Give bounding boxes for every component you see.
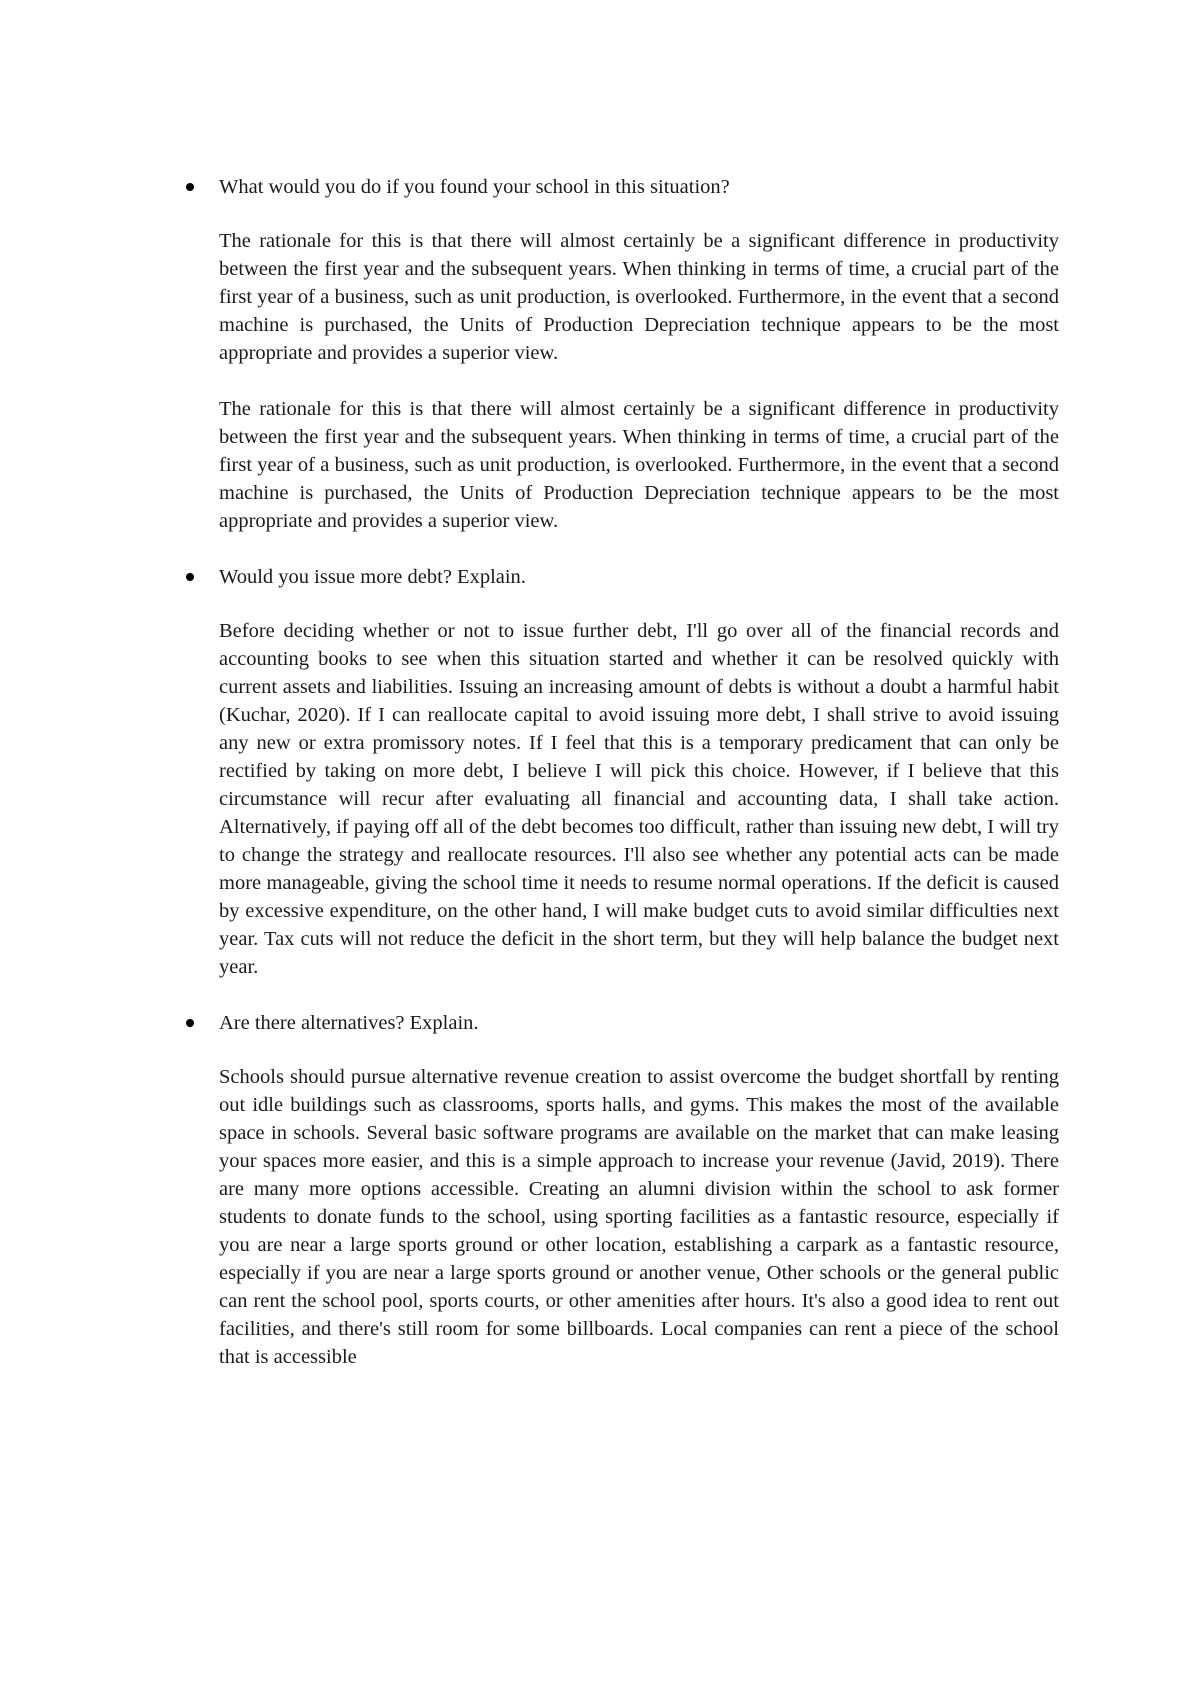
- question-text: Are there alternatives? Explain.: [219, 1012, 479, 1034]
- document-body: [219, 173, 1059, 1371]
- bullet-icon: [186, 1019, 194, 1027]
- question-issue-debt: [219, 563, 1059, 591]
- question-alternatives: [219, 1009, 1059, 1037]
- question-text: What would you do if you found your school in this situation?: [219, 176, 730, 198]
- answer-paragraph: Schools should pursue alternative revenue creation to assist overcome the budget shortfall by renting out idle buildings such as classrooms, sports halls, and gyms. This makes the most of the available space in schools. Several basic software programs are available on the market that can make leasing your spaces more easier, and this is a simple approach to increase your revenue (Javid, 2019). There are many more options accessible. Creating an alumni division within the school to ask former students to donate funds to the school, using sporting facilities as a fantastic resource, especially if you are near a large sports ground or other location, establishing a carpark as a fantastic resource, especially if you are near a large sports ground or another venue, Other schools or the general public can rent the school pool, sports courts, or other amenities after hours. It's also a good idea to rent out facilities, and there's still room for some billboards. Local companies can rent a piece of the school that is accessible: [219, 1066, 1059, 1368]
- bullet-icon: [186, 573, 194, 581]
- question-school-situation: [219, 173, 1059, 201]
- question-text: Would you issue more debt? Explain.: [219, 566, 526, 588]
- bullet-icon: [186, 183, 194, 191]
- answer-paragraph: The rationale for this is that there will almost certainly be a significant difference in productivity between the first year and the subsequent years. When thinking in terms of time, a crucial part of the first year of a business, such as unit production, is overlooked. Furthermore, in the event that a second machine is purchased, the Units of Production Depreciation technique appears to be the most appropriate and provides a superior view.: [219, 230, 1059, 364]
- answer-paragraph: Before deciding whether or not to issue further debt, I'll go over all of the financial records and accounting books to see when this situation started and whether it can be resolved quickly with current assets and liabilities. Issuing an increasing amount of debts is without a doubt a harmful habit (Kuchar, 2020). If I can reallocate capital to avoid issuing more debt, I shall strive to avoid issuing any new or extra promissory notes. If I feel that this is a temporary predicament that can only be rectified by taking on more debt, I believe I will pick this choice. However, if I believe that this circumstance will recur after evaluating all financial and accounting data, I shall take action. Alternatively, if paying off all of the debt becomes too difficult, rather than issuing new debt, I will try to change the strategy and reallocate resources. I'll also see whether any potential acts can be made more manageable, giving the school time it needs to resume normal operations. If the deficit is caused by excessive expenditure, on the other hand, I will make budget cuts to avoid similar difficulties next year. Tax cuts will not reduce the deficit in the short term, but they will help balance the budget next year.: [219, 620, 1059, 978]
- answer-paragraph: The rationale for this is that there will almost certainly be a significant difference in productivity between the first year and the subsequent years. When thinking in terms of time, a crucial part of the first year of a business, such as unit production, is overlooked. Furthermore, in the event that a second machine is purchased, the Units of Production Depreciation technique appears to be the most appropriate and provides a superior view.: [219, 398, 1059, 532]
